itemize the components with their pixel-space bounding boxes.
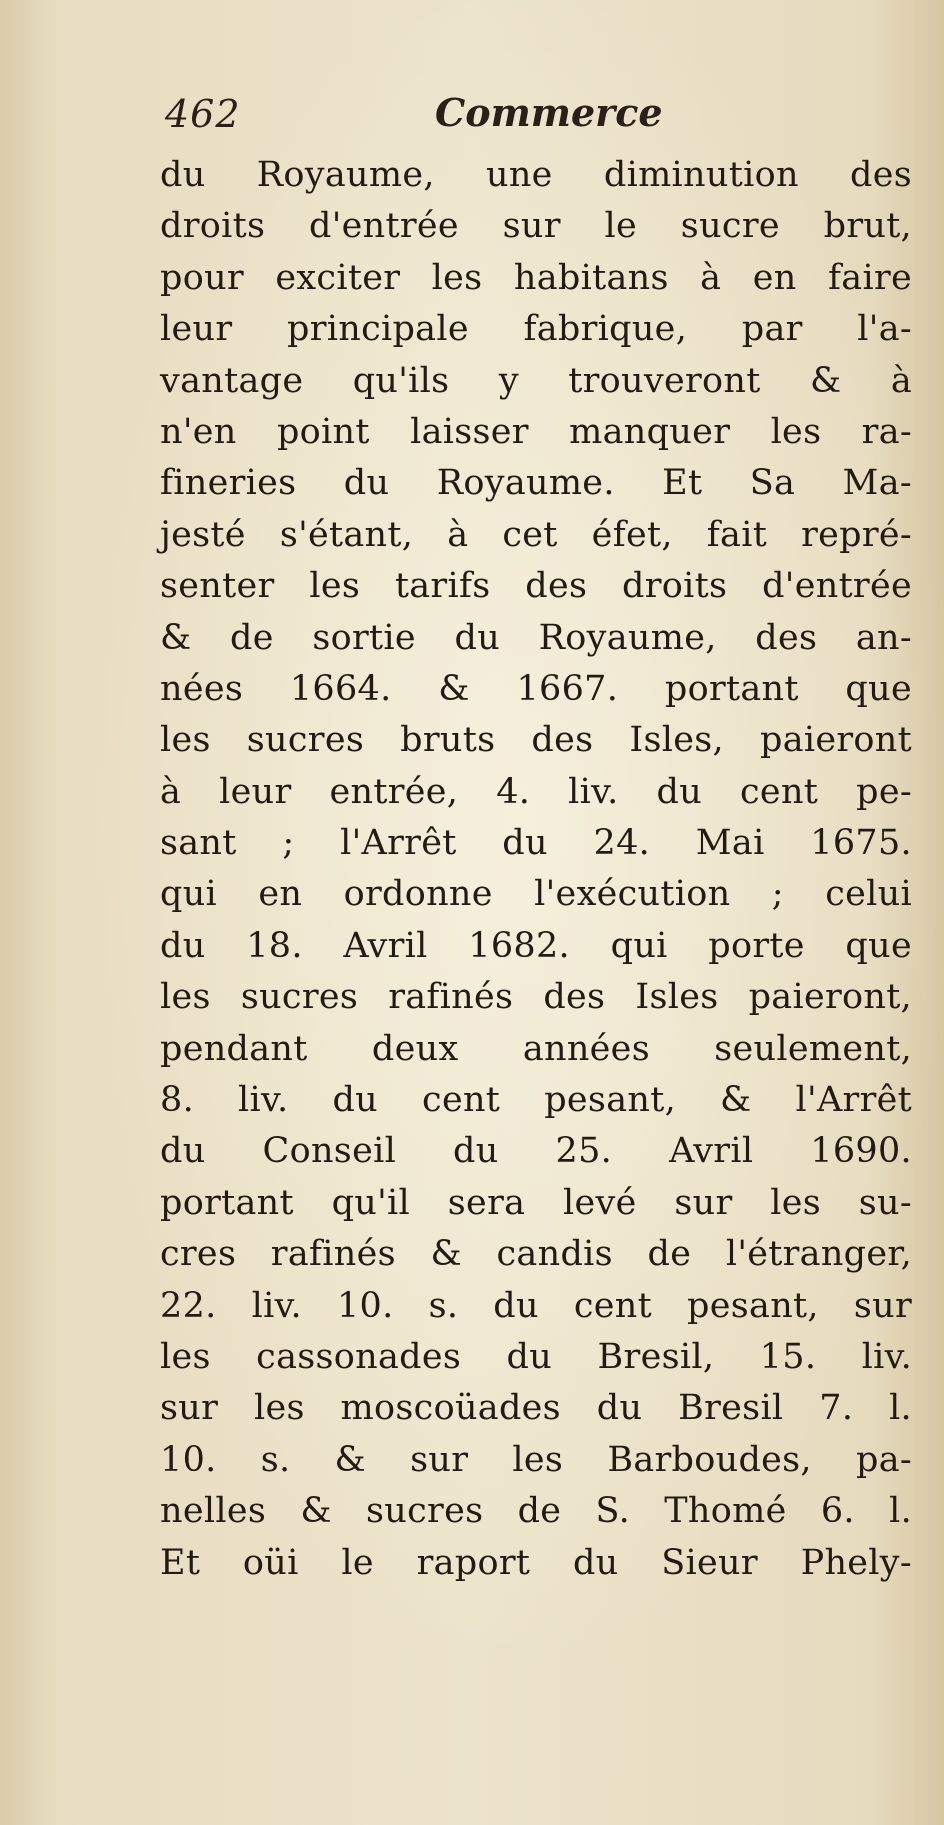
text-line: du Conseil du 25. Avril 1690. (160, 1131, 912, 1172)
page-number: 462 (165, 92, 241, 136)
text-line: & de sortie du Royaume, des an- (160, 617, 912, 658)
text-line: les sucres rafinés des Isles paieront, (160, 977, 912, 1018)
text-line: nelles & sucres de S. Thomé 6. l. (160, 1491, 912, 1532)
text-line: leur principale fabrique, par l'a- (160, 309, 912, 350)
text-line: pendant deux années seulement, (160, 1028, 912, 1069)
text-line: Et oüi le raport du Sieur Phely- (160, 1542, 912, 1583)
text-line: droits d'entrée sur le sucre brut, (160, 206, 912, 247)
text-line: 10. s. & sur les Barboudes, pa- (160, 1439, 912, 1480)
text-line: vantage qu'ils y trouveront & à (160, 360, 912, 401)
running-head: Commerce (435, 90, 663, 135)
text-line: n'en point laisser manquer les ra- (160, 411, 912, 452)
page-header (165, 90, 785, 150)
text-line: nées 1664. & 1667. portant que (160, 668, 912, 709)
text-line: jesté s'étant, à cet éfet, fait repré- (160, 514, 912, 555)
text-line: à leur entrée, 4. liv. du cent pe- (160, 771, 912, 812)
text-line: qui en ordonne l'exécution ; celui (160, 874, 912, 915)
text-line: senter les tarifs des droits d'entrée (160, 566, 912, 607)
text-line: sur les moscoüades du Bresil 7. l. (160, 1388, 912, 1429)
text-line: cres rafinés & candis de l'étranger, (160, 1234, 912, 1275)
text-line: du Royaume, une diminution des (160, 155, 912, 195)
text-line: du 18. Avril 1682. qui porte que (160, 925, 912, 966)
text-line: pour exciter les habitans à en faire (160, 257, 912, 298)
text-line: les sucres bruts des Isles, paieront (160, 720, 912, 761)
text-line: sant ; l'Arrêt du 24. Mai 1675. (160, 823, 912, 864)
text-line: portant qu'il sera levé sur les su- (160, 1182, 912, 1223)
text-line: 22. liv. 10. s. du cent pesant, sur (160, 1285, 912, 1326)
body-text (160, 150, 912, 1589)
text-line: fineries du Royaume. Et Sa Ma- (160, 463, 912, 504)
text-line: les cassonades du Bresil, 15. liv. (160, 1336, 912, 1377)
text-line: 8. liv. du cent pesant, & l'Arrêt (160, 1080, 912, 1121)
